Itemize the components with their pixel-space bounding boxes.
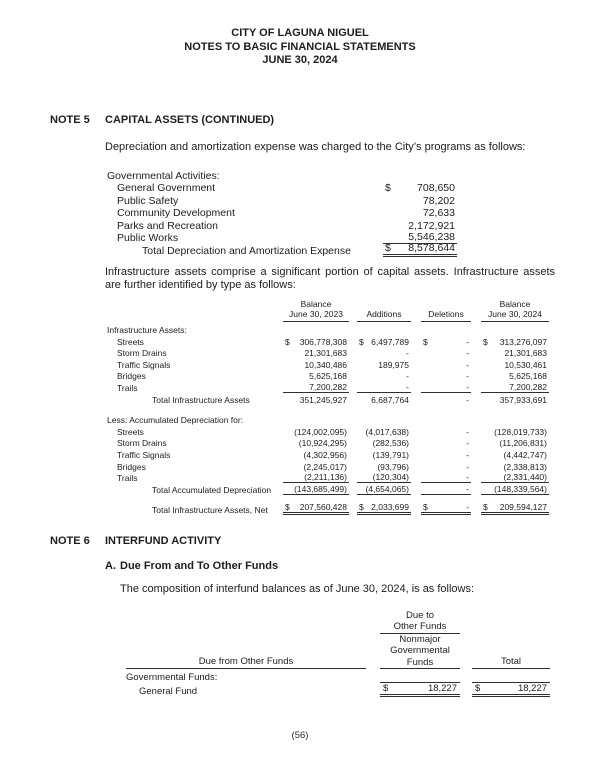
cell-additions: (93,796) [377,461,409,472]
table-row [107,370,600,382]
cell-balance-2024: 21,301,683 [504,348,547,359]
row-label: Streets [117,426,144,437]
cell-deletions: $ - [421,502,471,515]
currency-symbol: $ [475,683,481,695]
note5-label: NOTE 5 [50,113,90,126]
amount-value: 78,202 [422,194,455,207]
cell-balance-2023: (143,685,499) [283,484,349,495]
row-label: General Fund [139,686,198,698]
cell-additions: 6,687,764 [371,394,409,405]
table-row [107,381,600,393]
cell-balance-2023: (4,302,956) [303,450,347,461]
table-row [107,335,600,347]
row-label: Parks and Recreation [117,219,218,232]
cell-balance-2024: 5,625,168 [509,371,547,382]
cell-balance-2023: 21,301,683 [304,348,347,359]
note6-section-a-heading [105,560,600,572]
cell-balance-2024: (2,331,440) [481,472,549,483]
column-header-nonmajor: Due to Other Funds Nonmajor Governmental Funds [380,610,460,670]
table-row [107,347,600,359]
page-number: (56) [291,730,309,741]
cell-balance-2024: 7,200,282 [481,382,549,393]
section-a-label: A. [105,560,116,573]
cell-balance-2024: (148,339,564) [481,484,549,495]
note6-title: INTERFUND ACTIVITY [105,535,222,548]
cell-balance-2024: 357,933,691 [499,394,547,405]
table-header-row [107,299,600,322]
currency-symbol: $ [385,182,391,194]
cell-deletions: - [466,426,469,437]
table-row [107,472,600,484]
table-section-row [126,669,600,683]
row-label: Trails [117,473,138,484]
row-label: Infrastructure Assets: [107,325,187,336]
row-label: Storm Drains [117,348,167,359]
table-total-row [107,483,600,495]
cell-additions: $ 2,033,699 [357,502,411,515]
note5-title: CAPITAL ASSETS (CONTINUED) [105,113,275,126]
currency-symbol: $ [285,502,290,513]
amount-cell [383,242,457,257]
cell-additions: - [357,382,411,393]
amount-cell [383,195,457,207]
cell-deletions: - [466,359,469,370]
cell-additions: - [406,371,409,382]
cell-deletions: - [466,348,469,359]
column-header-total: Total [472,656,550,669]
interfund-intro-paragraph: The composition of interfund balances as of June 30, 2024, is as follows: [120,583,475,596]
cell-additions: (4,654,065) [357,484,411,495]
column-header-deletions: Deletions [421,309,471,322]
cell-total: $ 18,227 [472,682,550,697]
table-row [107,219,600,232]
column-header-due-from: Due from Other Funds [126,656,366,669]
cell-deletions: $ - [423,336,469,347]
cell-balance-2023: $ 207,560,428 [283,502,349,515]
cell-additions: (282,536) [372,438,409,449]
column-header-balance-2023: Balance June 30, 2023 [283,299,349,322]
row-label: Governmental Funds: [126,672,218,684]
cell-deletions: - [466,438,469,449]
table-row [126,683,600,697]
cell-additions: (139,791) [372,450,409,461]
note5-heading [50,114,600,126]
amount-cell [383,207,457,219]
amount-value: 708,650 [417,182,455,194]
cell-balance-2024: 10,530,461 [504,359,547,370]
row-label: Bridges [117,371,146,382]
note6-heading [50,535,600,547]
amount-value: 2,172,921 [408,219,455,232]
depreciation-table [107,169,600,257]
row-label: Total Infrastructure Assets [152,394,250,405]
cell-balance-2023: 351,245,927 [299,394,347,405]
cell-deletions: - [421,472,471,483]
header-doc-title: NOTES TO BASIC FINANCIAL STATEMENTS [184,40,416,53]
row-label: Public Works [117,232,179,244]
cell-balance-2023: 5,625,168 [309,371,347,382]
cell-deletions: - [421,484,471,495]
cell-balance-2024: (2,338,813) [503,461,547,472]
amount-cell [383,220,457,232]
cell-balance-2023: (2,211,136) [283,472,349,483]
document-header [0,27,600,68]
row-label: Public Safety [117,194,179,207]
amount-cell [383,182,457,194]
currency-symbol: $ [423,336,428,347]
cell-additions: (120,304) [357,472,411,483]
row-label: Bridges [117,461,146,472]
cell-deletions: - [466,371,469,382]
note6-label: NOTE 6 [50,535,90,548]
currency-symbol: $ [483,502,488,513]
row-label: Storm Drains [117,438,167,449]
row-label: Total Accumulated Depreciation [152,484,272,495]
table-row [107,460,600,472]
currency-symbol: $ [483,336,488,347]
cell-additions: 189,975 [378,359,409,370]
interfund-table [126,610,600,698]
row-label: General Government [117,182,216,194]
cell-deletions: - [421,382,471,393]
cell-balance-2024: $ 313,276,097 [483,336,547,347]
currency-symbol: $ [385,241,391,254]
table-row [107,448,600,460]
header-city: CITY OF LAGUNA NIGUEL [231,27,369,39]
currency-symbol: $ [423,502,428,513]
row-label: Traffic Signals [117,450,171,461]
table-section-row [107,414,600,426]
cell-balance-2024: $ 209,594,127 [481,502,549,515]
infrastructure-table [107,299,600,516]
table-header-row [126,610,600,670]
amount-value: 72,633 [422,207,455,219]
table-total-row [107,504,600,516]
row-label: Traffic Signals [117,359,171,370]
cell-deletions: - [466,461,469,472]
table-row [107,207,600,220]
cell-balance-2023: 7,200,282 [283,382,349,393]
currency-symbol: $ [359,502,364,513]
cell-additions: $ 6,497,789 [359,336,409,347]
section-a-title: Due From and To Other Funds [120,560,279,573]
currency-symbol: $ [383,683,389,695]
column-header-additions: Additions [357,309,411,322]
cell-balance-2023: (124,002,095) [294,426,347,437]
cell-deletions: - [466,394,469,405]
table-row [107,232,600,245]
row-label: Total Infrastructure Assets, Net [152,505,268,516]
table-section-row [107,324,600,336]
table-total-row [107,241,600,257]
cell-balance-2023: (10,924,295) [298,438,347,449]
table-row [107,169,600,182]
amount-value: 8,578,644 [408,241,455,254]
row-label: Trails [117,383,138,394]
currency-symbol: $ [359,336,364,347]
table-row [107,194,600,207]
cell-nonmajor-funds: $ 18,227 [380,682,460,697]
table-row [107,358,600,370]
table-total-row [107,393,600,405]
note5-intro-paragraph: Depreciation and amortization expense was charged to the City’s programs as follows: [105,140,526,153]
column-header-balance-2024: Balance June 30, 2024 [481,299,549,322]
header-date: JUNE 30, 2024 [262,54,338,66]
row-label: Streets [117,336,144,347]
table-row [107,182,600,195]
amount-value: 5,546,238 [408,231,455,243]
row-label: Governmental Activities: [107,169,220,182]
row-label: Community Development [117,207,235,219]
cell-deletions: - [466,450,469,461]
cell-balance-2024: (4,442,747) [503,450,547,461]
cell-additions: - [406,348,409,359]
table-row [107,437,600,449]
row-label: Total Depreciation and Amortization Expense [142,244,351,257]
cell-balance-2024: (128,019,733) [494,426,547,437]
cell-balance-2024: (11,206,831) [499,438,547,449]
cell-additions: (4,017,638) [365,426,409,437]
cell-balance-2023: $ 306,778,308 [285,336,347,347]
cell-balance-2023: (2,245,017) [303,461,347,472]
infrastructure-intro-paragraph: Infrastructure assets comprise a significant portion of capital assets. Infrastructure assets are further identified by type as follows: [105,265,555,291]
row-label: Less: Accumulated Depreciation for: [107,415,244,426]
cell-balance-2023: 10,340,486 [304,359,347,370]
table-row [107,425,600,437]
currency-symbol: $ [285,336,290,347]
